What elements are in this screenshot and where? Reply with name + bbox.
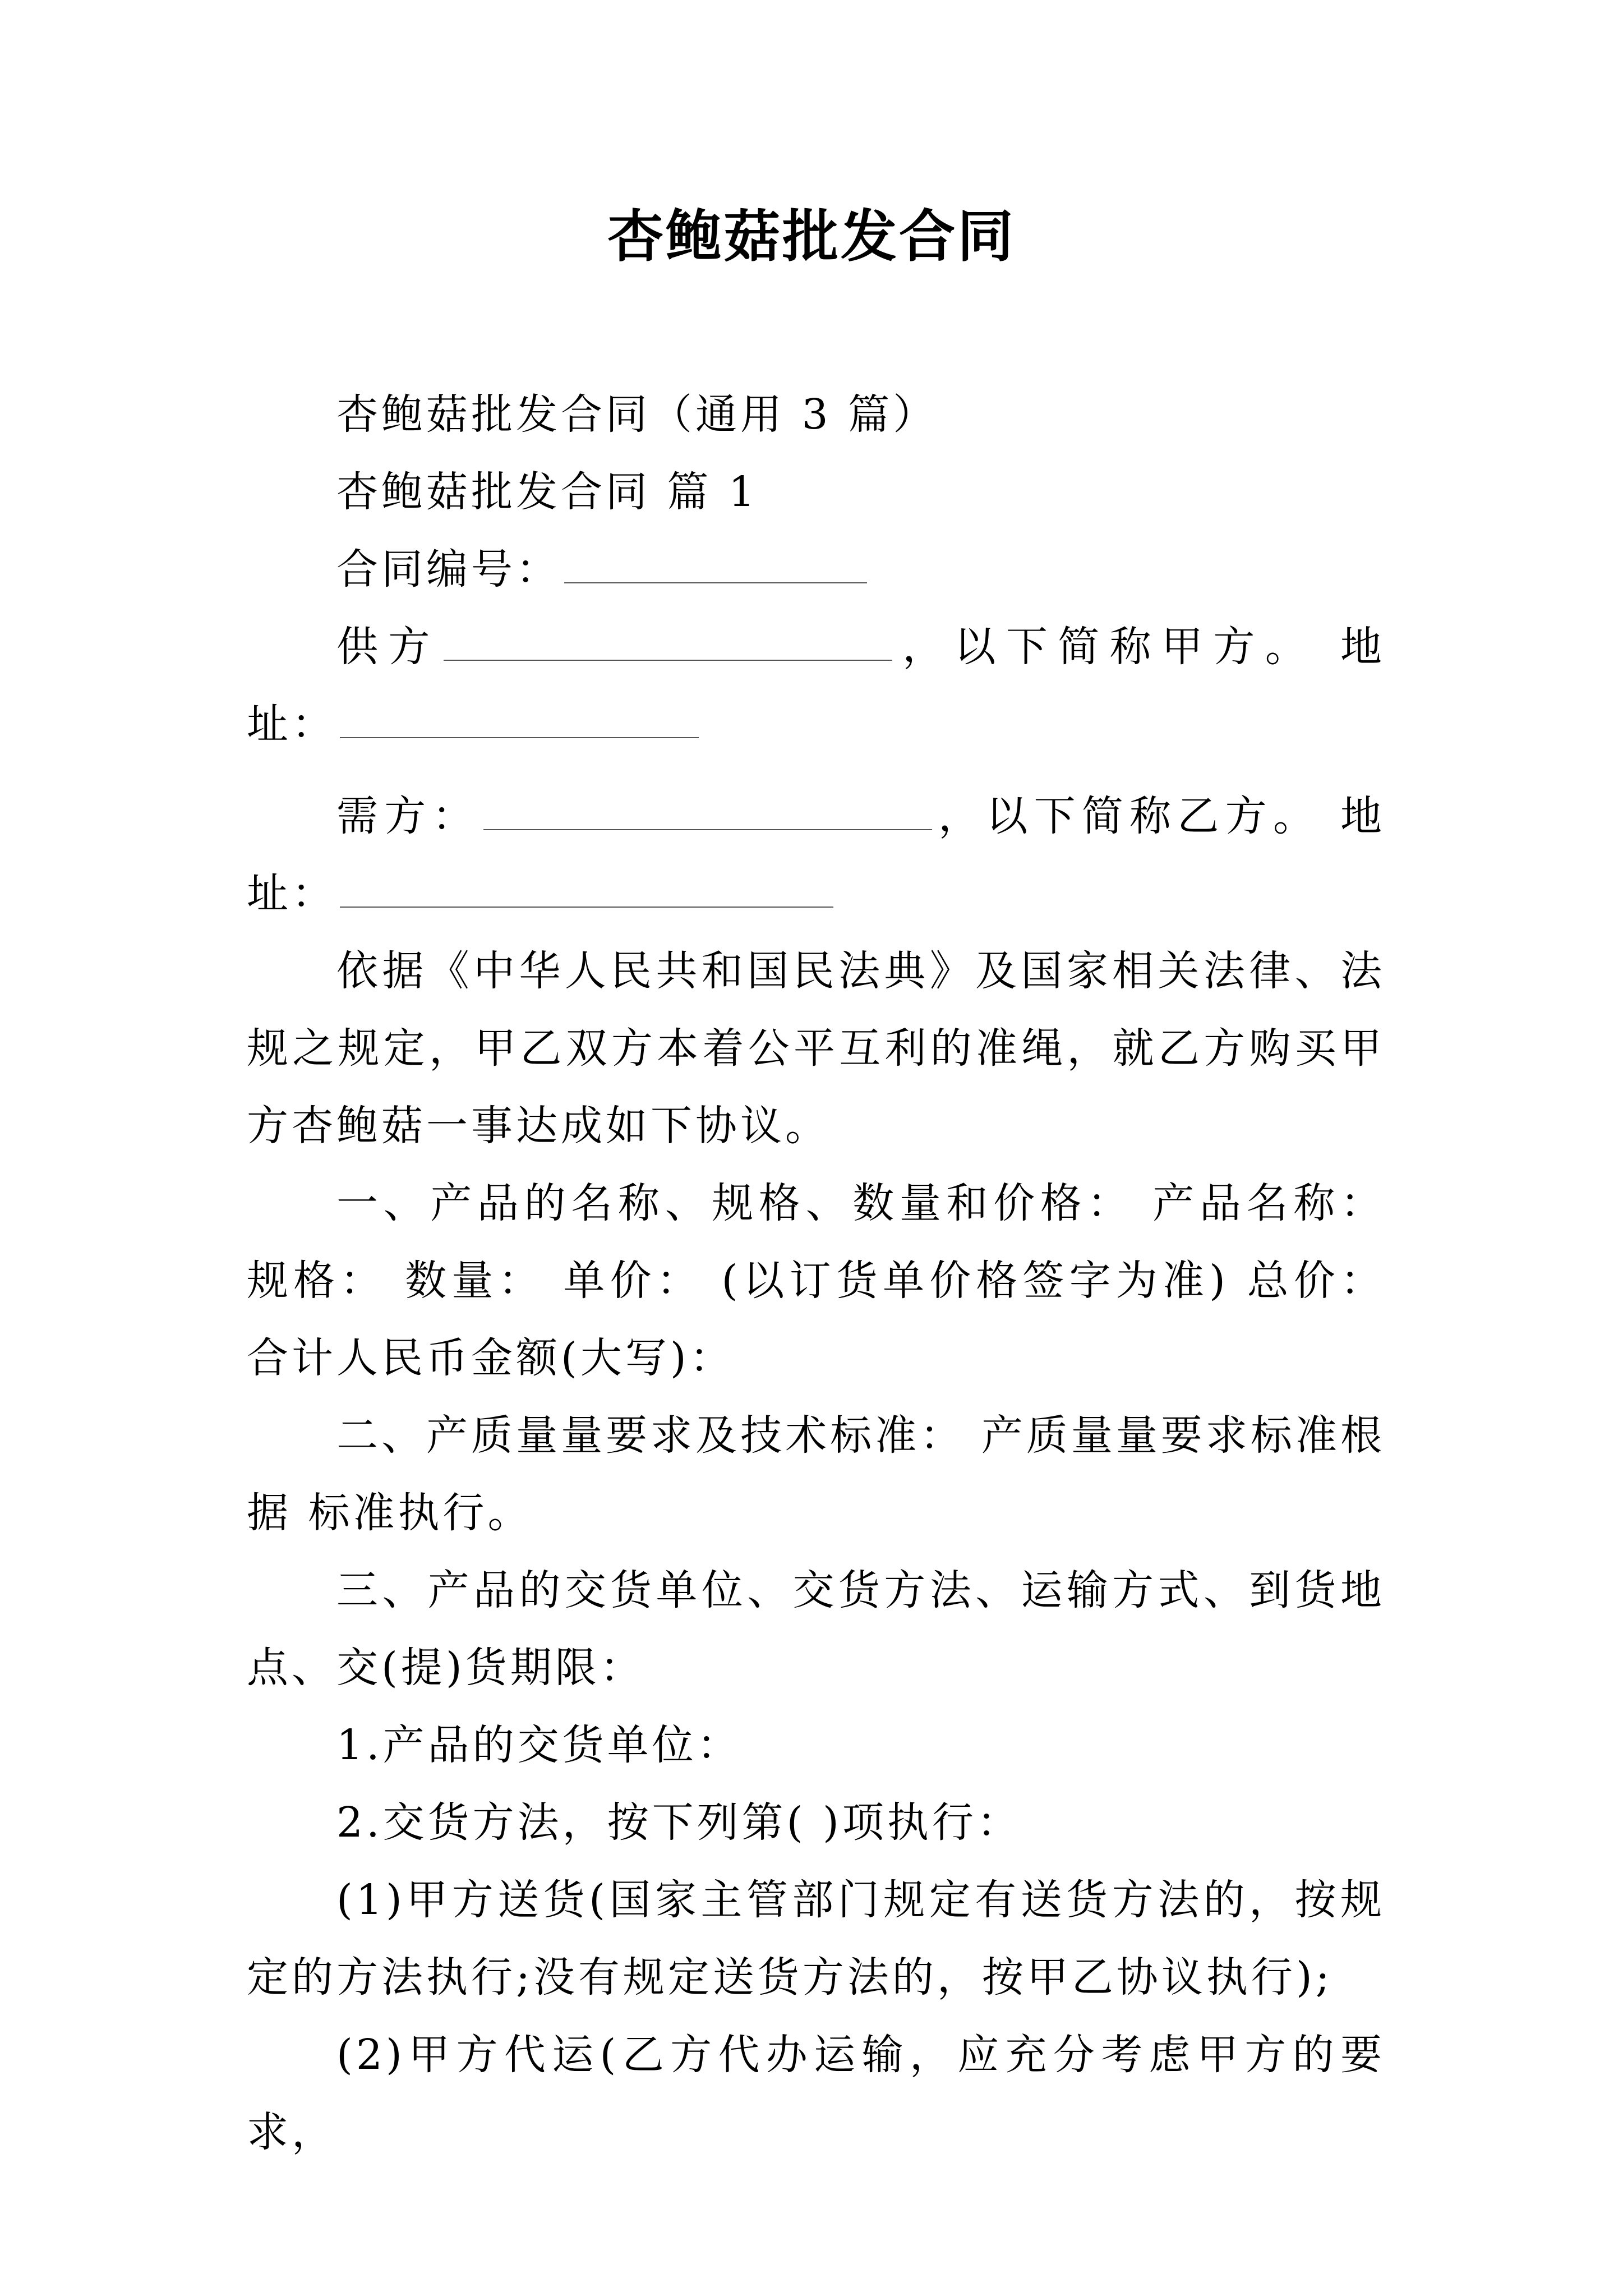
item-2-1: (1)甲方送货(国家主管部门规定有送货方法的，按规定的方法执行;没有规定送货方法的，按甲乙协议执行); (247, 1876, 1385, 2001)
buyer-suffix: ，以下简称乙方。 地址： (247, 792, 1386, 918)
section-title: 杏鲍菇批发合同 篇 1 (336, 468, 759, 516)
contract-number-line (247, 531, 1385, 608)
item-2-2: (2)甲方代运(乙方代办运输，应充分考虑甲方的要求， (247, 2031, 1385, 2156)
supplier-label: 供方 (336, 623, 440, 671)
supplier-name-blank (444, 624, 892, 661)
clause-2: 二、产质量量要求及技术标准： 产质量量要求标准根据 标准执行。 (247, 1411, 1385, 1537)
buyer-name-blank (483, 793, 932, 830)
subtitle: 杏鲍菇批发合同（通用 3 篇） (336, 390, 938, 439)
clause-3: 三、产品的交货单位、交货方法、运输方式、到货地点、交(提)货期限： (247, 1566, 1385, 1692)
intro-paragraph: 依据《中华人民共和国民法典》及国家相关法律、法规之规定，甲乙双方本着公平互利的准绳，就乙方购买甲方杏鲍菇一事达成如下协议。 (247, 947, 1385, 1150)
document-body (247, 376, 1385, 2171)
supplier-suffix: ，以下简称甲方。 地址： (247, 623, 1385, 748)
document-title: 杏鲍菇批发合同 (607, 204, 1016, 269)
clause-1: 一、产品的名称、规格、数量和价格： 产品名称： 规格： 数量： 单价： (以订货单价格签字为准) 总价： 合计人民币金额(大写)： (247, 1179, 1385, 1382)
contract-number-blank (564, 546, 867, 583)
item-1: 1.产品的交货单位： (336, 1721, 742, 1769)
contract-number-label: 合同编号： (336, 545, 561, 593)
buyer-line (247, 777, 1385, 932)
supplier-line (247, 608, 1385, 763)
buyer-address-blank (340, 871, 833, 908)
supplier-address-blank (340, 701, 699, 738)
item-2: 2.交货方法，按下列第( )项执行： (336, 1798, 1022, 1847)
buyer-label: 需方： (336, 792, 480, 840)
